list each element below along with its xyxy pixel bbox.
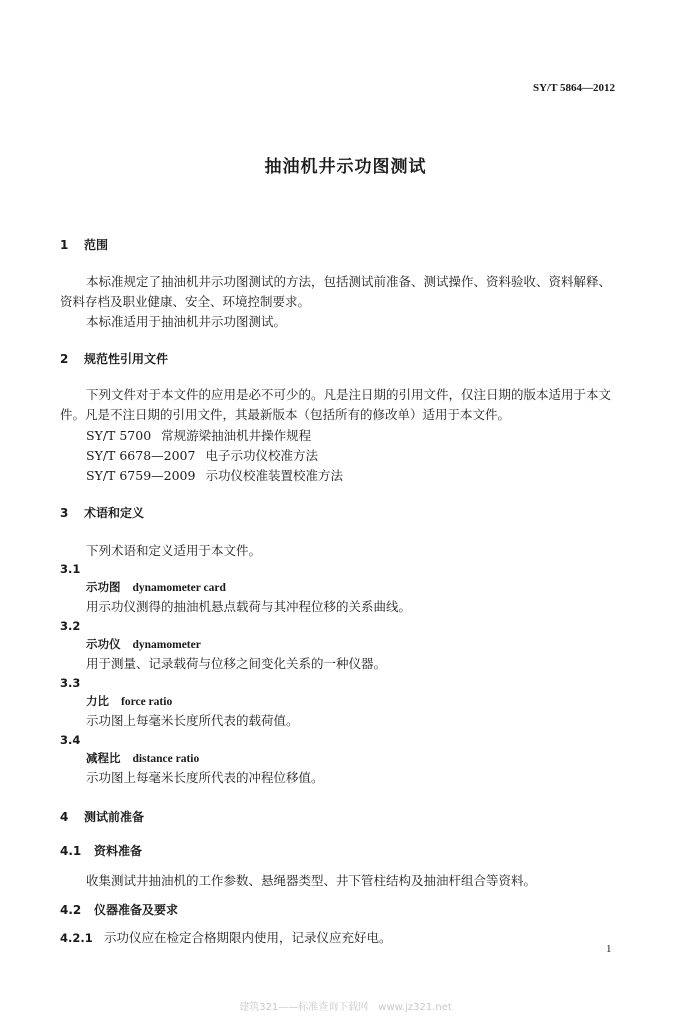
term-en: force ratio [121,696,173,708]
clause-text: 示功仪应在检定合格期限内使用，记录仪应充好电。 [104,930,392,945]
paragraph-line: 收集测试井抽油机的工作参数、悬绳器类型、井下管柱结构及抽油杆组合等资料。 [86,873,537,888]
section-title: 术语和定义 [84,506,145,520]
subsection-number: 4.2 [60,903,82,917]
subsection-title: 资料准备 [94,844,143,858]
paragraph-line: 件。凡是不注日期的引用文件，其最新版本（包括所有的修改单）适用于本文件。 [60,407,511,422]
section-title: 规范性引用文件 [84,352,169,366]
section-3-heading [60,504,144,521]
paragraph-line: 资料存档及职业健康、安全、环境控制要求。 [60,294,311,309]
section-4-heading [60,808,144,825]
section-1-heading [60,236,108,253]
paragraph-line: 本标准规定了抽油机井示功图测试的方法，包括测试前准备、测试操作、资料验收、资料解释、 [86,274,612,289]
site-watermark: 建筑321——标准查询下载网 www.jz321.net [239,1002,452,1013]
clause-number: 4.2.1 [60,931,93,945]
term-number: 3.1 [60,562,81,576]
standard-code: SY/T 5864—2012 [532,82,615,94]
reference-item [86,426,311,444]
term-zh: 示功图 [86,580,121,594]
term-definition: 示功图上每毫米长度所代表的载荷值。 [86,713,299,728]
paragraph-line: 本标准适用于抽油机井示功图测试。 [86,314,287,329]
term-heading [86,636,201,652]
section-number: 3 [60,506,69,520]
term-number: 3.4 [60,733,81,747]
term-zh: 减程比 [86,751,121,765]
term-number: 3.2 [60,619,81,633]
reference-name: 常规游梁抽油机井操作规程 [161,428,312,443]
term-heading [86,579,226,595]
section-2-heading [60,350,168,367]
subsection-number: 4.1 [60,844,82,858]
document-title: 抽油机井示功图测试 [264,157,427,177]
section-number: 4 [60,810,69,824]
clause-4-2-1 [60,928,392,946]
term-zh: 示功仪 [86,637,121,651]
term-number: 3.3 [60,676,81,690]
term-en: dynamometer card [132,582,226,594]
term-definition: 示功图上每毫米长度所代表的冲程位移值。 [86,770,324,785]
subsection-4-1-heading [60,842,142,859]
section-title: 范围 [84,238,109,252]
subsection-4-2-heading [60,901,178,918]
reference-name: 示功仪校准装置校准方法 [205,468,343,483]
page-number: 1 [606,943,612,955]
section-number: 2 [60,352,69,366]
term-zh: 力比 [86,694,109,708]
section-number: 1 [60,238,69,252]
reference-code: SY/T 6678—2007 [86,448,196,463]
reference-name: 电子示功仪校准方法 [205,448,318,463]
term-heading [86,693,172,709]
reference-item [86,446,318,464]
term-heading [86,750,199,766]
subsection-title: 仪器准备及要求 [94,903,179,917]
reference-code: SY/T 5700 [86,428,152,443]
term-en: dynamometer [132,639,201,651]
section-title: 测试前准备 [84,810,145,824]
term-definition: 用于测量、记录载荷与位移之间变化关系的一种仪器。 [86,656,387,671]
term-definition: 用示功仪测得的抽油机悬点载荷与其冲程位移的关系曲线。 [86,599,412,614]
reference-item [86,466,343,484]
paragraph-line: 下列文件对于本文件的应用是必不可少的。凡是注日期的引用文件，仅注日期的版本适用于本文 [86,387,612,402]
reference-code: SY/T 6759—2009 [86,468,196,483]
paragraph-line: 下列术语和定义适用于本文件。 [86,543,262,558]
term-en: distance ratio [132,753,200,765]
